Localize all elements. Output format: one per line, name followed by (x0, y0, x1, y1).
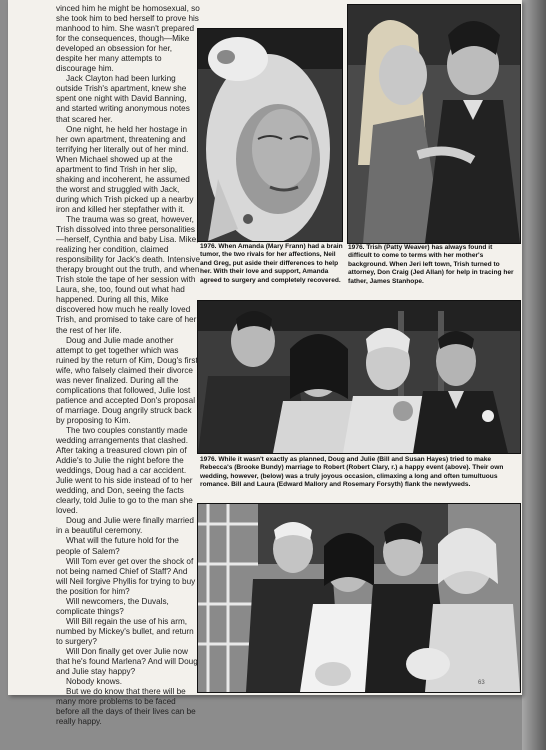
photo-rebecca-wedding (197, 300, 521, 454)
photo-trish-don (347, 4, 521, 244)
page-number: 63 (478, 680, 485, 686)
article-paragraph: Will Tom ever get over the shock of not being named Chief of Staff? And will Neil forgive Phyllis for trying to buy the position for him? (56, 556, 196, 596)
photo-amanda-surgery (197, 28, 343, 242)
article-paragraph: The two couples constantly made wedding arrangements that clashed. After taking a treasured clown pin of Addie's to Julie the night before the weddings, Doug had a car accident. Julie went to his side instead of to her wedding, and Don, seeing the facts clearly, told Julie to go to the man she loved. (56, 425, 193, 516)
article-paragraph: vinced him he might be homosexual, so she took him to bed herself to prove his manhood to him. She wasn't prepared for the consequences, though—Mike developed an obsession for her, despite her many attempts to discourage him. (56, 4, 200, 74)
article-paragraph: Will newcomers, the Duvals, complicate things? (56, 596, 169, 616)
article-paragraph: Nobody knows. (66, 677, 122, 687)
photo-doug-julie-wedding (197, 503, 521, 693)
caption-trish: 1976. Trish (Patty Weaver) has always found it difficult to come to terms with her mother's background. When Jeri left town, Trish turned to attorney, Don Craig (Jed Allan) for help in tracing her father, James Stanhope. (348, 244, 514, 285)
article-paragraph: Jack Clayton had been lurking outside Trish's apartment, knew she spent one night with David Banning, and started writing anonymous notes that scared her. (56, 74, 190, 124)
article-text-column (56, 4, 200, 727)
article-paragraph: Doug and Julie made another attempt to get together which was ruined by the return of Kim, Doug's first wife, who falsely claimed their divorce was never finalized. During all the complications that followed, Julie lost patience and accepted Don's proposal of marriage. Doug angrily struck back by proposing to Kim. (56, 335, 198, 425)
article-paragraph: One night, he held her hostage in her own apartment, threatening and terrifying her literally out of her mind. When Michael showed up at the apartment to find Trish in her slip, shaking and incoherent, he assumed the worst and struggled with Jack, during which Trish picked up a nearby iron and killed her stepfather with it. (56, 124, 194, 214)
article-paragraph: What will the future hold for the people of Salem? (56, 536, 179, 556)
article-paragraph: But we do know that there will be many more problems to be faced before all the days of their lives can be really happy. (56, 687, 196, 727)
article-paragraph: Will Don finally get over Julie now that he's found Marlena? And will Doug and Julie stay happy? (56, 647, 198, 677)
article-paragraph: The trauma was so great, however, Trish dissolved into three personalities—herself, Cynthia and baby Lisa. Mike, realizing her condition, claimed responsibility for Jack's death. Intensive therapy brought out the truth, and when Trish stole the tape of her session with Laura, she, too, found out what had happened. During all this, Mike discovered how much he really loved Trish, and promised to take care of her the rest of her life. (56, 214, 201, 335)
magazine-spine (522, 0, 546, 750)
caption-wedding: 1976. While it wasn't exactly as planned, Doug and Julie (Bill and Susan Hayes) tried to make Rebecca's (Brooke Bundy) marriage to Robert (Robert Clary, r.) a happy event (above). Their own wedding, however, (below) was a truly joyous occasion, climaxing a long and often tumultuous romance. Bill and Laura (Edward Mallory and Rosemary Forsyth) flank the newlyweds. (200, 456, 504, 489)
article-paragraph: Doug and Julie were finally married in a beautiful ceremony. (56, 516, 194, 536)
caption-amanda: 1976. When Amanda (Mary Frann) had a brain tumor, the two rivals for her affections, Neil and Greg, put aside their differences to help her. With their love and support, Amanda agreed to surgery and completely recovered. (200, 243, 343, 284)
article-paragraph: Will Bill regain the use of his arm, numbed by Mickey's bullet, and return to surgery? (56, 616, 194, 646)
magazine-page (8, 0, 522, 727)
